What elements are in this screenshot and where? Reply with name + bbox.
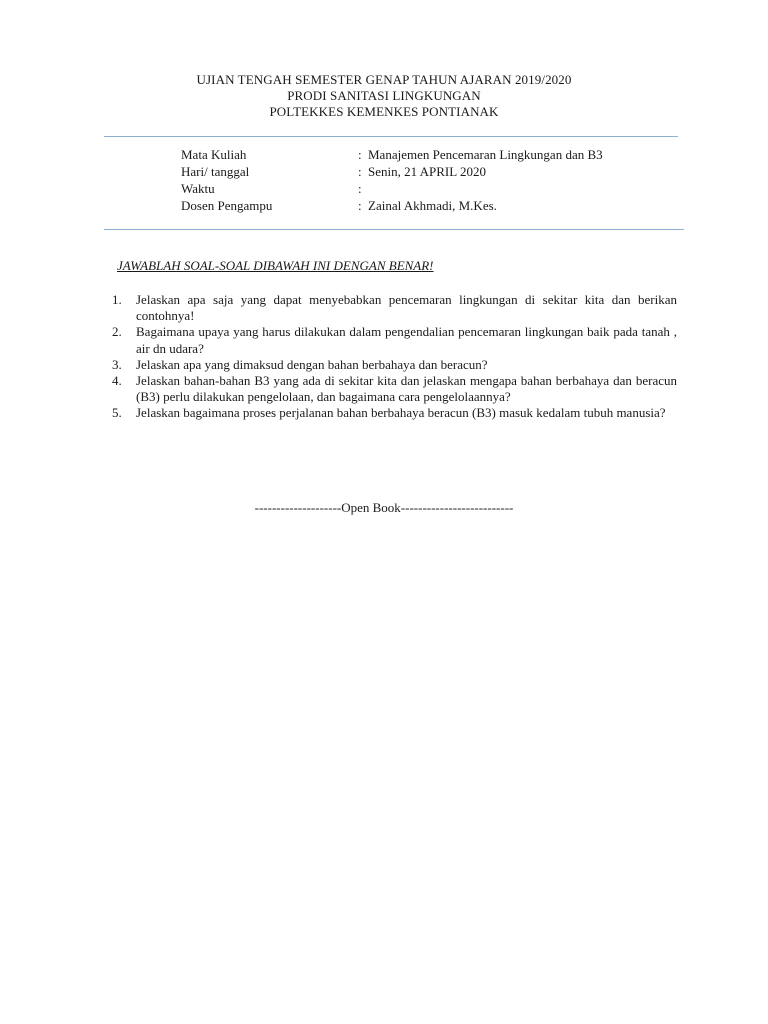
info-value: Zainal Akhmadi, M.Kes. <box>368 198 497 213</box>
open-book-note: --------------------Open Book-------------------------- <box>254 500 514 515</box>
question-text: Jelaskan bagaimana proses perjalanan bahan berbahaya beracun (B3) masuk kedalam tubuh manusia? <box>136 405 666 421</box>
instruction-text: JAWABLAH SOAL-SOAL DIBAWAH INI DENGAN BENAR! <box>117 258 434 273</box>
bottom-divider <box>104 229 684 230</box>
question-number: 2. <box>112 324 122 340</box>
info-row-lecturer <box>181 197 603 214</box>
question-item <box>112 324 677 356</box>
question-item <box>112 373 677 405</box>
info-label: Waktu <box>181 181 215 196</box>
question-number: 4. <box>112 373 122 389</box>
question-number: 5. <box>112 405 122 421</box>
info-value: Manajemen Pencemaran Lingkungan dan B3 <box>368 147 603 162</box>
question-number: 3. <box>112 356 122 372</box>
info-value: Senin, 21 APRIL 2020 <box>368 164 486 179</box>
info-colon: : <box>358 164 362 179</box>
question-item <box>112 357 677 373</box>
question-text: Jelaskan apa yang dimaksud dengan bahan berbahaya dan beracun? <box>136 356 488 372</box>
institution-name: POLTEKKES KEMENKES PONTIANAK <box>269 104 499 119</box>
question-number: 1. <box>112 292 122 307</box>
exam-header <box>0 72 768 120</box>
exam-title: UJIAN TENGAH SEMESTER GENAP TAHUN AJARAN 2019/2020 <box>196 72 572 87</box>
top-divider <box>104 136 678 137</box>
info-label: Hari/ tanggal <box>181 164 250 179</box>
info-colon: : <box>358 147 362 162</box>
question-item <box>112 292 677 324</box>
question-text: Jelaskan bahan-bahan B3 yang ada di sekitar kita dan jelaskan mengapa bahan berbahaya dan beracun (B3) perlu dilakukan pengelolaan, dan bagaimana cara pengelolaannya? <box>136 373 677 405</box>
question-list <box>112 292 677 422</box>
study-program: PRODI SANITASI LINGKUNGAN <box>287 88 481 103</box>
info-row-date <box>181 163 603 180</box>
info-label: Dosen Pengampu <box>181 198 273 213</box>
question-text: Jelaskan apa saja yang dapat menyebabkan pencemaran lingkungan di sekitar kita dan berikan contohnya! <box>136 292 677 324</box>
info-row-course <box>181 146 603 163</box>
info-colon: : <box>358 198 362 213</box>
exam-info-table <box>181 146 603 214</box>
info-colon: : <box>358 181 362 196</box>
question-text: Bagaimana upaya yang harus dilakukan dalam pengendalian pencemaran lingkungan baik pada tanah , air dn udara? <box>136 324 677 356</box>
info-row-time <box>181 180 603 197</box>
info-label: Mata Kuliah <box>181 147 247 162</box>
question-item <box>112 405 677 421</box>
